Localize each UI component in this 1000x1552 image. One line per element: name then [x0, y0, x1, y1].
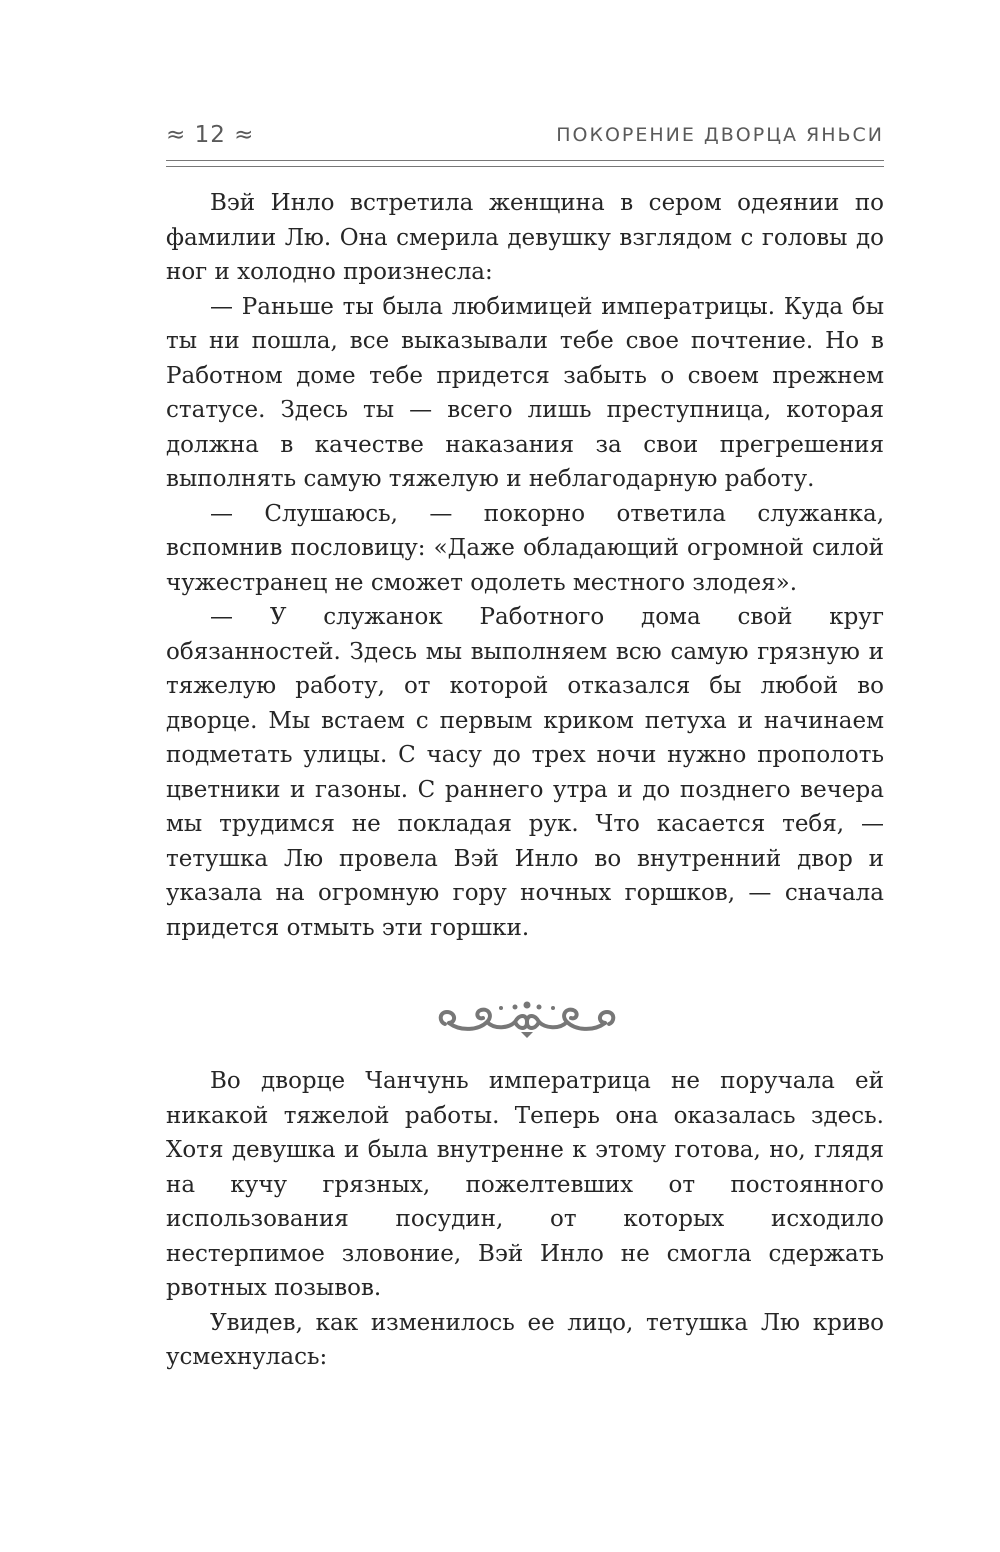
text-block-top: [166, 186, 884, 945]
ornamental-divider-icon: [435, 996, 619, 1040]
text-block-bottom: [166, 1064, 884, 1375]
paragraph: — Слушаюсь, — покорно ответила служанка, вспомнив пословицу: «Даже обладающий огромной силой чужестранец не сможет одолеть местного злодея».: [166, 500, 884, 596]
book-title: ПОКОРЕНИЕ ДВОРЦА ЯНЬСИ: [556, 124, 884, 146]
paragraph: — У служанок Работного дома свой круг обязанностей. Здесь мы выполняем всю самую грязную и тяжелую работу, от которой отказался бы любой во дворце. Мы встаем с первым криком петуха и начинаем подметать улицы. С часу до трех ночи нужно прополоть цветники и газоны. С раннего утра и до позднего вечера мы трудимся не покладая рук. Что касается тебя, — тетушка Лю провела Вэй Инло во внутренний двор и указала на огромную гору ночных горшков, — сначала придется отмыть эти горшки.: [166, 604, 884, 941]
paragraph: Во дворце Чанчунь императрица не поручала ей никакой тяжелой работы. Теперь она оказалась здесь. Хотя девушка и была внутренне к этому готова, но, глядя на кучу грязных, пожелтевших от постоянного использования посудин, от которых исходило нестерпимое зловоние, Вэй Инло не смогла сдержать рвотных позывов.: [166, 1068, 884, 1301]
running-head: [166, 122, 884, 154]
paragraph: Вэй Инло встретила женщина в сером одеянии по фамилии Лю. Она смерила девушку взглядом с головы до ног и холодно произнесла:: [166, 190, 884, 285]
paragraph: Увидев, как изменилось ее лицо, тетушка Лю криво усмехнулась:: [166, 1309, 884, 1370]
ornament-svg: [435, 996, 619, 1040]
header-rule-bottom: [166, 166, 884, 167]
header-rule-top: [166, 160, 884, 161]
page-number: ≈ 12 ≈: [166, 122, 255, 148]
paragraph: — Раньше ты была любимицей императрицы. Куда бы ты ни пошла, все выказывали тебе свое почтение. Но в Работном доме тебе придется забыть о своем прежнем статусе. Здесь ты — всего лишь преступница, которая должна в качестве наказания за свои прегрешения выполнять самую тяжелую и неблагодарную работу.: [166, 293, 884, 492]
